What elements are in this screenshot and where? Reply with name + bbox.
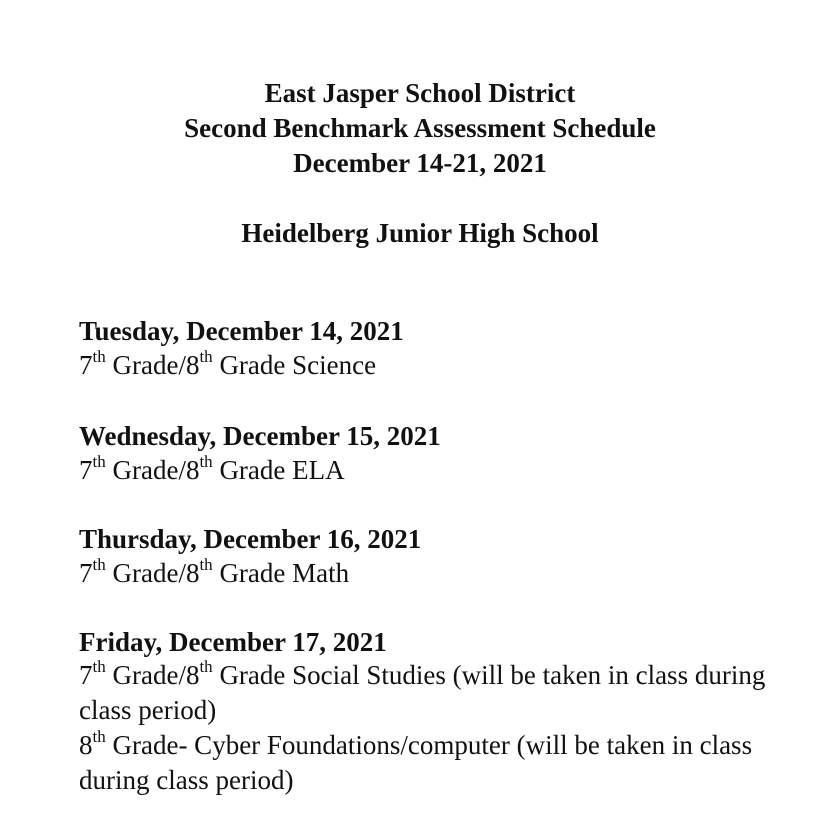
day-title: Wednesday, December 15, 2021 xyxy=(79,421,441,451)
day-block-thursday xyxy=(79,523,799,591)
grade-text: Grade/8 xyxy=(105,558,200,588)
ordinal-suffix: th xyxy=(92,727,106,746)
grade-number: 8 xyxy=(79,730,93,760)
assessment-entry xyxy=(79,658,799,728)
grade-text: Grade/8 xyxy=(105,660,200,690)
subject-text: Grade Science xyxy=(212,350,377,380)
day-block-tuesday xyxy=(79,315,799,383)
subject-text: Grade- Cyber Foundations/computer (will be taken in class during class period) xyxy=(79,730,753,795)
subject-text: Grade ELA xyxy=(212,455,345,485)
day-title: Thursday, December 16, 2021 xyxy=(79,524,422,554)
ordinal-suffix: th xyxy=(199,555,213,574)
grade-number: 7 xyxy=(79,660,93,690)
ordinal-suffix: th xyxy=(92,657,106,676)
assessment-entry xyxy=(79,347,799,383)
subject-text: Grade Math xyxy=(212,558,350,588)
district-name: East Jasper School District xyxy=(264,78,576,108)
day-block-wednesday xyxy=(79,420,799,488)
document-header xyxy=(0,76,828,181)
assessment-entry xyxy=(79,452,799,488)
assessment-entry xyxy=(79,728,799,798)
grade-number: 7 xyxy=(79,558,93,588)
ordinal-suffix: th xyxy=(92,452,106,471)
day-block-friday xyxy=(79,626,799,798)
ordinal-suffix: th xyxy=(199,347,213,366)
school-name-block xyxy=(0,216,828,251)
grade-text: Grade/8 xyxy=(105,350,200,380)
school-name: Heidelberg Junior High School xyxy=(241,218,599,248)
schedule-title: Second Benchmark Assessment Schedule xyxy=(184,113,656,143)
schedule-dates: December 14-21, 2021 xyxy=(293,148,547,178)
day-title: Tuesday, December 14, 2021 xyxy=(79,316,404,346)
ordinal-suffix: th xyxy=(92,555,106,574)
ordinal-suffix: th xyxy=(199,452,213,471)
subject-text: Grade Social Studies (will be taken in class during class period) xyxy=(79,660,766,725)
grade-text: Grade/8 xyxy=(105,455,200,485)
grade-number: 7 xyxy=(79,455,93,485)
ordinal-suffix: th xyxy=(92,347,106,366)
day-title: Friday, December 17, 2021 xyxy=(79,627,387,657)
assessment-entry xyxy=(79,555,799,591)
ordinal-suffix: th xyxy=(199,657,213,676)
grade-number: 7 xyxy=(79,350,93,380)
